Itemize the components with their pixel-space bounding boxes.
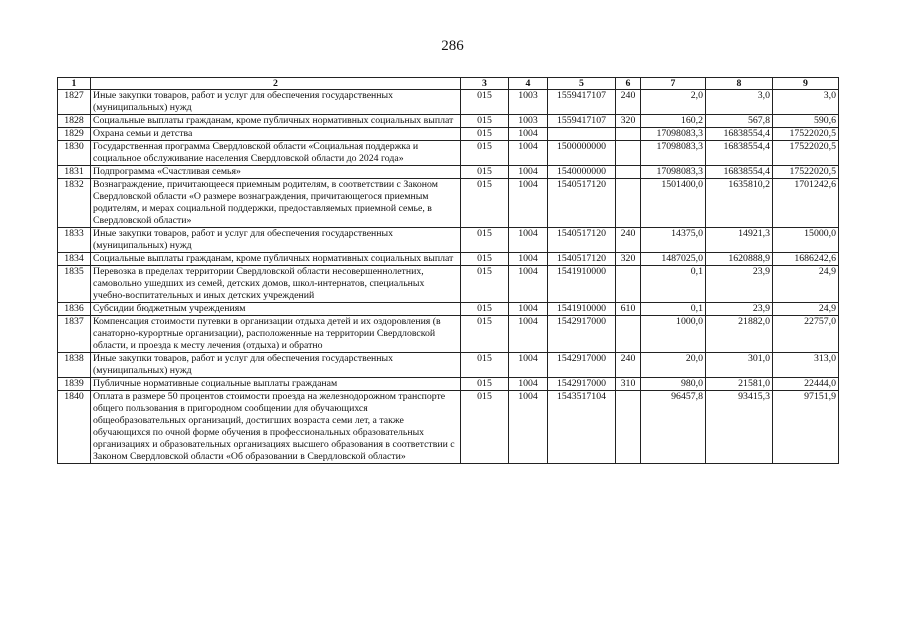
column-header-8: 8	[706, 78, 773, 90]
table-row	[58, 316, 839, 353]
amount-year-1: 980,0	[641, 378, 706, 391]
ministry-code: 015	[461, 378, 509, 391]
row-name: Иные закупки товаров, работ и услуг для обеспечения государственных (муниципальных) нужд	[91, 228, 461, 253]
section-code: 1004	[509, 353, 548, 378]
target-article-code: 1541910000	[548, 303, 616, 316]
target-article-code: 1540517120	[548, 253, 616, 266]
section-code: 1004	[509, 228, 548, 253]
row-number: 1837	[58, 316, 91, 353]
section-code: 1003	[509, 90, 548, 115]
ministry-code: 015	[461, 303, 509, 316]
expense-type-code	[616, 179, 641, 228]
expense-type-code: 320	[616, 115, 641, 128]
expense-type-code	[616, 166, 641, 179]
budget-table	[57, 77, 839, 464]
amount-year-1: 0,1	[641, 303, 706, 316]
row-number: 1831	[58, 166, 91, 179]
row-name: Вознаграждение, причитающееся приемным родителям, в соответствии с Законом Свердловской области «О размере вознаграждения, причитающегося приемным родителям, и мерах социальной поддержки, предоставляемых приемной семье, в Свердловской области»	[91, 179, 461, 228]
ministry-code: 015	[461, 228, 509, 253]
target-article-code: 1500000000	[548, 141, 616, 166]
amount-year-3: 590,6	[773, 115, 839, 128]
row-name: Государственная программа Свердловской области «Социальная поддержка и социальное обслуживание населения Свердловской области до 2024 года»	[91, 141, 461, 166]
amount-year-1: 2,0	[641, 90, 706, 115]
target-article-code: 1559417107	[548, 115, 616, 128]
amount-year-2: 21581,0	[706, 378, 773, 391]
target-article-code: 1542917000	[548, 316, 616, 353]
row-name: Охрана семьи и детства	[91, 128, 461, 141]
table-row	[58, 115, 839, 128]
table-row	[58, 128, 839, 141]
ministry-code: 015	[461, 266, 509, 303]
row-name: Перевозка в пределах территории Свердловской области несовершеннолетних, самовольно ушедших из семей, детских домов, школ-интернатов, специальных учебно-воспитательных и иных детских учреждений	[91, 266, 461, 303]
ministry-code: 015	[461, 90, 509, 115]
amount-year-1: 17098083,3	[641, 128, 706, 141]
amount-year-1: 20,0	[641, 353, 706, 378]
table-row	[58, 179, 839, 228]
section-code: 1004	[509, 391, 548, 464]
expense-type-code: 310	[616, 378, 641, 391]
row-name: Подпрограмма «Счастливая семья»	[91, 166, 461, 179]
amount-year-2: 1620888,9	[706, 253, 773, 266]
section-code: 1004	[509, 378, 548, 391]
expense-type-code: 320	[616, 253, 641, 266]
row-number: 1827	[58, 90, 91, 115]
table-row	[58, 253, 839, 266]
page-number: 286	[441, 38, 464, 54]
row-name: Социальные выплаты гражданам, кроме публичных нормативных социальных выплат	[91, 253, 461, 266]
table-row	[58, 303, 839, 316]
amount-year-2: 16838554,4	[706, 128, 773, 141]
amount-year-3: 24,9	[773, 266, 839, 303]
ministry-code: 015	[461, 391, 509, 464]
target-article-code: 1540517120	[548, 179, 616, 228]
ministry-code: 015	[461, 253, 509, 266]
target-article-code: 1540000000	[548, 166, 616, 179]
amount-year-1: 160,2	[641, 115, 706, 128]
target-article-code: 1559417107	[548, 90, 616, 115]
section-code: 1004	[509, 316, 548, 353]
row-number: 1839	[58, 378, 91, 391]
table-row	[58, 141, 839, 166]
amount-year-2: 14921,3	[706, 228, 773, 253]
ministry-code: 015	[461, 128, 509, 141]
amount-year-3: 313,0	[773, 353, 839, 378]
row-number: 1828	[58, 115, 91, 128]
expense-type-code	[616, 141, 641, 166]
amount-year-1: 17098083,3	[641, 141, 706, 166]
table-body	[58, 90, 839, 464]
row-number: 1832	[58, 179, 91, 228]
amount-year-1: 1487025,0	[641, 253, 706, 266]
row-number: 1834	[58, 253, 91, 266]
table-row	[58, 378, 839, 391]
ministry-code: 015	[461, 179, 509, 228]
section-code: 1004	[509, 303, 548, 316]
amount-year-1: 0,1	[641, 266, 706, 303]
target-article-code: 1543517104	[548, 391, 616, 464]
expense-type-code	[616, 391, 641, 464]
ministry-code: 015	[461, 141, 509, 166]
section-code: 1004	[509, 141, 548, 166]
amount-year-2: 3,0	[706, 90, 773, 115]
section-code: 1004	[509, 266, 548, 303]
ministry-code: 015	[461, 166, 509, 179]
expense-type-code: 610	[616, 303, 641, 316]
target-article-code: 1542917000	[548, 353, 616, 378]
amount-year-2: 21882,0	[706, 316, 773, 353]
section-code: 1004	[509, 179, 548, 228]
target-article-code: 1541910000	[548, 266, 616, 303]
row-name: Иные закупки товаров, работ и услуг для обеспечения государственных (муниципальных) нужд	[91, 353, 461, 378]
row-name: Оплата в размере 50 процентов стоимости проезда на железнодорожном транспорте общего пользования в пригородном сообщении для обучающихся общеобразовательных организаций, достигших возраста семи лет, а также обучающихся по очной форме обучения в профессиональных образовательных организациях и образовательных организациях высшего образования в соответствии с Законом Свердловской области «Об образовании в Свердловской области»	[91, 391, 461, 464]
column-header-1: 1	[58, 78, 91, 90]
expense-type-code	[616, 316, 641, 353]
row-number: 1833	[58, 228, 91, 253]
target-article-code: 1542917000	[548, 378, 616, 391]
amount-year-2: 301,0	[706, 353, 773, 378]
row-number: 1838	[58, 353, 91, 378]
amount-year-2: 23,9	[706, 266, 773, 303]
row-number: 1830	[58, 141, 91, 166]
amount-year-1: 1000,0	[641, 316, 706, 353]
amount-year-1: 14375,0	[641, 228, 706, 253]
amount-year-2: 567,8	[706, 115, 773, 128]
amount-year-3: 1686242,6	[773, 253, 839, 266]
amount-year-3: 97151,9	[773, 391, 839, 464]
row-name: Иные закупки товаров, работ и услуг для обеспечения государственных (муниципальных) нужд	[91, 90, 461, 115]
amount-year-3: 17522020,5	[773, 128, 839, 141]
amount-year-1: 17098083,3	[641, 166, 706, 179]
amount-year-2: 16838554,4	[706, 166, 773, 179]
amount-year-3: 15000,0	[773, 228, 839, 253]
table-row	[58, 353, 839, 378]
amount-year-3: 1701242,6	[773, 179, 839, 228]
expense-type-code	[616, 128, 641, 141]
ministry-code: 015	[461, 316, 509, 353]
column-header-3: 3	[461, 78, 509, 90]
amount-year-2: 16838554,4	[706, 141, 773, 166]
column-header-2: 2	[91, 78, 461, 90]
table-row	[58, 166, 839, 179]
ministry-code: 015	[461, 115, 509, 128]
table-row	[58, 391, 839, 464]
amount-year-3: 22444,0	[773, 378, 839, 391]
amount-year-3: 17522020,5	[773, 166, 839, 179]
amount-year-1: 1501400,0	[641, 179, 706, 228]
amount-year-2: 1635810,2	[706, 179, 773, 228]
row-name: Публичные нормативные социальные выплаты гражданам	[91, 378, 461, 391]
expense-type-code: 240	[616, 90, 641, 115]
column-header-9: 9	[773, 78, 839, 90]
section-code: 1004	[509, 166, 548, 179]
table-row	[58, 90, 839, 115]
row-number: 1836	[58, 303, 91, 316]
header-row	[58, 78, 839, 90]
column-header-5: 5	[548, 78, 616, 90]
row-name: Социальные выплаты гражданам, кроме публичных нормативных социальных выплат	[91, 115, 461, 128]
section-code: 1004	[509, 128, 548, 141]
section-code: 1004	[509, 253, 548, 266]
row-name: Компенсация стоимости путевки в организации отдыха детей и их оздоровления (в санаторно-курортные организации), расположенные на территории Свердловской области, и проезда к месту лечения (отдыха) и обратно	[91, 316, 461, 353]
amount-year-3: 24,9	[773, 303, 839, 316]
row-number: 1835	[58, 266, 91, 303]
column-header-4: 4	[509, 78, 548, 90]
expense-type-code: 240	[616, 353, 641, 378]
amount-year-2: 93415,3	[706, 391, 773, 464]
expense-type-code: 240	[616, 228, 641, 253]
target-article-code	[548, 128, 616, 141]
amount-year-1: 96457,8	[641, 391, 706, 464]
row-number: 1829	[58, 128, 91, 141]
row-number: 1840	[58, 391, 91, 464]
section-code: 1003	[509, 115, 548, 128]
row-name: Субсидии бюджетным учреждениям	[91, 303, 461, 316]
column-header-7: 7	[641, 78, 706, 90]
column-header-6: 6	[616, 78, 641, 90]
table-row	[58, 266, 839, 303]
amount-year-3: 17522020,5	[773, 141, 839, 166]
target-article-code: 1540517120	[548, 228, 616, 253]
amount-year-3: 3,0	[773, 90, 839, 115]
amount-year-3: 22757,0	[773, 316, 839, 353]
table-row	[58, 228, 839, 253]
amount-year-2: 23,9	[706, 303, 773, 316]
ministry-code: 015	[461, 353, 509, 378]
expense-type-code	[616, 266, 641, 303]
